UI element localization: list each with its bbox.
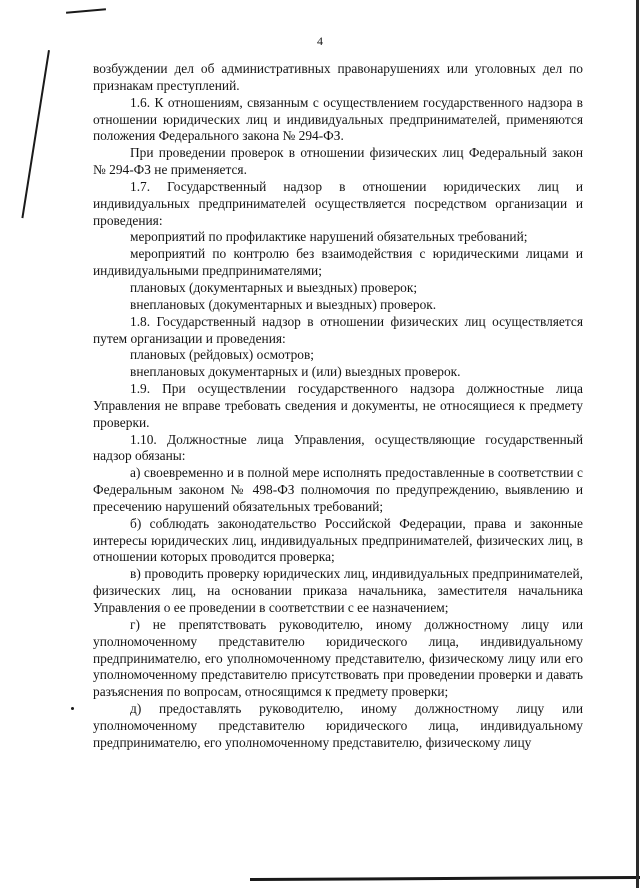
paragraph: б) соблюдать законодательство Российской Федерации, права и законные интересы юридических лиц, индивидуальных предпринимателей, физических лиц, в отношении которых проводится проверка; — [93, 515, 583, 565]
paragraph: 1.10. Должностные лица Управления, осуществляющие государственный надзор обязаны: — [93, 431, 583, 464]
scan-mark-right-edge — [636, 0, 639, 888]
paragraph: внеплановых (документарных и выездных) проверок. — [130, 296, 437, 312]
page-number: 4 — [317, 34, 323, 48]
paragraph: д) предоставлять руководителю, иному должностному лицу или уполномоченному представителю юридического лица, индивидуальному предпринимателю, его уполномоченному представителю, физическому лицу — [93, 701, 583, 750]
paragraph: плановых (рейдовых) осмотров; — [130, 347, 315, 363]
paragraph: мероприятий по профилактике нарушений обязательных требований; — [130, 229, 528, 245]
paragraph: При проведении проверок в отношении физических лиц Федеральный закон № 294-ФЗ не применяется. — [93, 145, 583, 178]
paragraph: 1.6. К отношениям, связанным с осуществлением государственного надзора в отношении юридических лиц и индивидуальных предпринимателей, применяются положения Федерального закона № 294-ФЗ. — [93, 94, 583, 144]
scan-mark-left-dot — [71, 707, 74, 710]
paragraph: мероприятий по контролю без взаимодействия с юридическими лицами и индивидуальными предпринимателями; — [93, 246, 583, 279]
paragraph: 1.7. Государственный надзор в отношении юридических лиц и индивидуальных предпринимателей осуществляется посредством организации и проведения: — [93, 178, 583, 228]
scan-mark-bottom — [250, 876, 640, 881]
paragraph: г) не препятствовать руководителю, иному должностному лицу или уполномоченному представителю юридического лица, индивидуальному предпринимателю, его уполномоченному представителю, физическому лицу или его уполномоченному представителю присутствовать при проведении проверки и давать разъяснения по вопросам, относящимся к предмету проверки; — [93, 616, 583, 700]
document-body — [93, 61, 583, 752]
paragraph: плановых (документарных и выездных) проверок; — [130, 279, 418, 295]
paragraph: 1.8. Государственный надзор в отношении физических лиц осуществляется путем организации и проведения: — [93, 313, 583, 346]
paragraph: а) своевременно и в полной мере исполнять предоставленные в соответствии с Федеральным законом № 498-ФЗ полномочия по предупреждению, выявлению и пресечению нарушений обязательных требований; — [93, 465, 583, 514]
paragraph: возбуждении дел об административных правонарушениях или уголовных дел по признакам преступлений. — [93, 61, 583, 93]
scan-mark-top-left — [66, 8, 106, 13]
paragraph: внеплановых документарных и (или) выездных проверок. — [130, 364, 461, 380]
paragraph: в) проводить проверку юридических лиц, индивидуальных предпринимателей, физических лиц, на основании приказа начальника, заместителя начальника Управления о ее проведении в соответствии с ее назначением; — [93, 566, 583, 615]
paragraph: 1.9. При осуществлении государственного надзора должностные лица Управления не вправе требовать сведения и документы, не относящиеся к предмету проверки. — [93, 381, 583, 430]
scan-mark-left-edge — [21, 50, 50, 218]
